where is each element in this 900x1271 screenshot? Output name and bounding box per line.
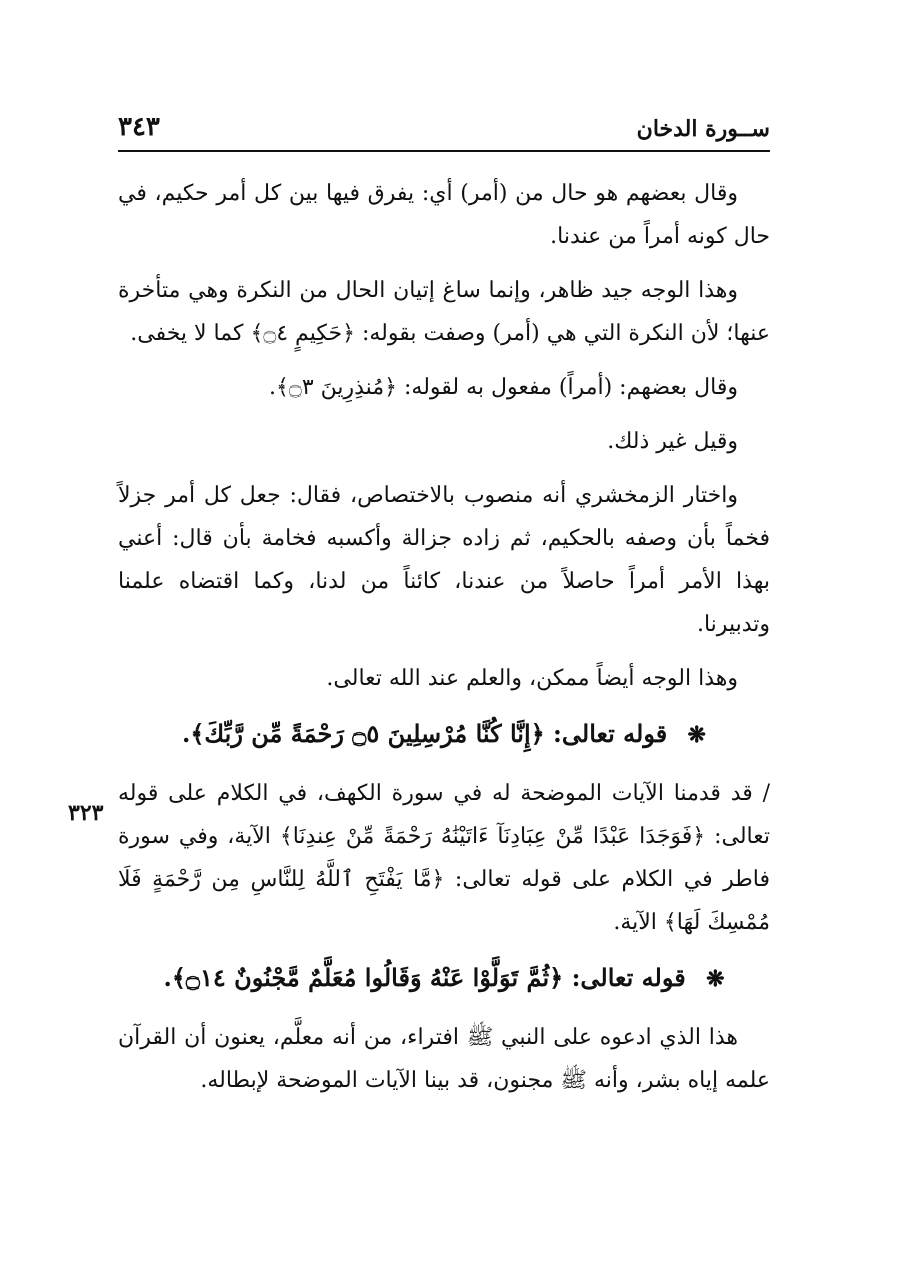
- paragraph-7: / قد قدمنا الآيات الموضحة له في سورة الكهف، في الكلام على قوله تعالى: ﴿فَوَجَدَا عَبْدًا مِّنْ عِبَادِنَآ ءَاتَيْنَٰهُ رَحْمَةً مِّنْ عِندِنَا﴾ الآية، وفي سورة فاطر في الكلام على قوله تعالى: ﴿مَّا يَفْتَحِ ٱللَّهُ لِلنَّاسِ مِن رَّحْمَةٍ فَلَا مُمْسِكَ لَهَا﴾ الآية.: [118, 781, 770, 935]
- surah-title: ســورة الدخان: [636, 116, 770, 142]
- star-icon: ❋: [706, 966, 725, 992]
- paragraph-5: واختار الزمخشري أنه منصوب بالاختصاص، فقال: جعل كل أمر جزلاً فخماً بأن وصفه بالحكيم، ثم زاده جزالة وأكسبه فخامة بأن قال: أعني بهذا الأمر أمراً حاصلاً من عندنا، كائناً من لدنا، وكما اقتضاه علمنا وتدبيرنا.: [118, 483, 770, 637]
- verse-heading-1: [118, 711, 770, 758]
- paragraph-1: وقال بعضهم هو حال من (أمر) أي: يفرق فيها بين كل أمر حكيم، في حال كونه أمراً من عندنا.: [118, 181, 770, 249]
- page-body: [118, 172, 770, 1113]
- margin-page-reference: ٣٢٣: [68, 800, 104, 826]
- paragraph-8: هذا الذي ادعوه على النبي ﷺ افتراء، من أنه معلَّم، يعنون أن القرآن علمه إياه بشر، وأنه ﷺ مجنون، قد بينا الآيات الموضحة لإبطاله.: [118, 1025, 770, 1093]
- page-header: [118, 110, 770, 150]
- paragraph-4: وقيل غير ذلك.: [607, 429, 738, 454]
- quran-verse: ﴿ثُمَّ تَوَلَّوْا عَنْهُ وَقَالُوا مُعَلَّمٌ مَّجْنُونٌ ۝١٤﴾.: [163, 963, 564, 992]
- header-divider: [118, 150, 770, 152]
- paragraph-2: وهذا الوجه جيد ظاهر، وإنما ساغ إتيان الحال من النكرة وهي متأخرة عنها؛ لأن النكرة التي هي (أمر) وصفت بقوله: ﴿حَكِيمٍ ۝٤﴾ كما لا يخفى.: [118, 278, 770, 346]
- paragraph-3: وقال بعضهم: (أمراً) مفعول به لقوله: ﴿مُنذِرِينَ ۝٣﴾.: [269, 375, 738, 400]
- page-number: ٣٤٣: [118, 112, 160, 142]
- verse-heading-2: [118, 955, 770, 1002]
- quran-verse: ﴿إِنَّا كُنَّا مُرْسِلِينَ ۝٥ رَحْمَةً مِّن رَّبِّكَ﴾.: [182, 719, 545, 748]
- star-icon: ❋: [687, 722, 706, 748]
- verse-heading-label: قوله تعالى:: [553, 719, 668, 748]
- paragraph-6: وهذا الوجه أيضاً ممكن، والعلم عند الله تعالى.: [326, 666, 738, 691]
- verse-heading-label: قوله تعالى:: [571, 963, 686, 992]
